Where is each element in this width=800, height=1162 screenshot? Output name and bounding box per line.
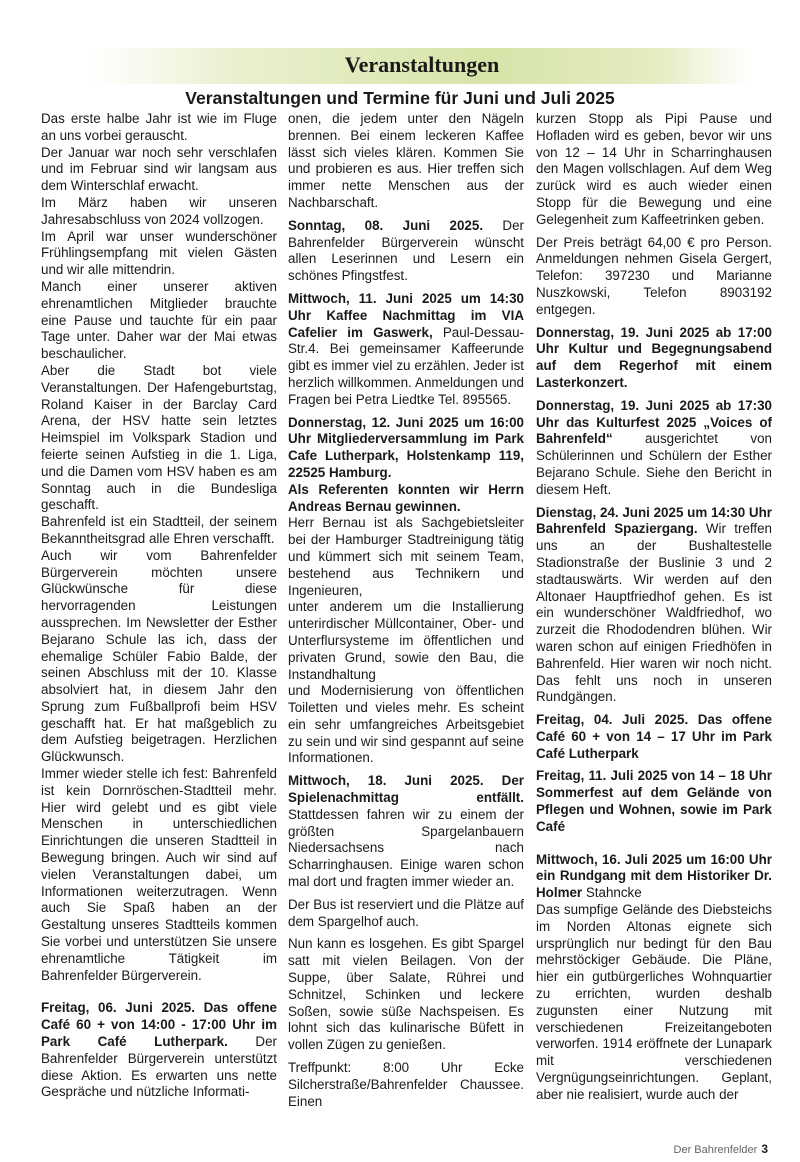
- paragraph: unter anderem um die Installierung unterirdischer Müllcontainer, Ober- und Unterflursysteme im öffentlichen und privaten Grund, sowie den Bau, die Instandhaltung: [288, 599, 524, 682]
- paragraph: Herr Bernau ist als Sachgebietsleiter bei der Hamburger Stadtreinigung tätig und kümmert sich mit seinem Team, bestehend aus Technikern und Ingenieuren,: [288, 515, 524, 598]
- event-entry: Mittwoch, 18. Juni 2025. Der Spielenachmittag entfällt. Stattdessen fahren wir zu einem der größten Spargelanbauern Niedersachsens nach Scharringhausen. Einige waren schon mal dort und fragten immer wieder an.: [288, 773, 524, 890]
- paragraph: Das erste halbe Jahr ist wie im Fluge an uns vorbei gerauscht.: [41, 111, 277, 143]
- paragraph: Im April war unser wunderschöner Frühlingsempfang mit vielen Gästen und wir alle mittendrin.: [41, 228, 277, 278]
- page-number: 3: [761, 1142, 768, 1156]
- paragraph: Auch wir vom Bahrenfelder Bürgerverein möchten unsere Glückwünsche für diese hervorragenden Leistungen aussprechen. Im Newsletter der Esther Bejarano Schule las ich, dass der ehemalige Schüler Fabio Balde, der seinen Abschluss mit der 10. Klasse absolviert hat, in diesem Jahr den Sprung zum Fußballprofi beim HSV geschafft hat. Er hat maßgeblich zu dem Aufstieg beigetragen. Herzlichen Glückwunsch.: [41, 547, 277, 765]
- paragraph: Der Preis beträgt 64,00 € pro Person. Anmeldungen nehmen Gisela Gergert, Telefon: 397230 und Marianne Nuszkowski, Telefon 8903192 entgegen.: [536, 234, 772, 317]
- paragraph: kurzen Stopp als Pipi Pause und Hofladen wird es geben, bevor wir uns von 12 – 14 Uhr in Scharringhausen den Magen vollschlagen. Auf dem Weg zurück wird es auch wieder einen Stopp für die Bewegung und eine Gelegenheit zum Kaffeetrinken geben.: [536, 111, 772, 227]
- paragraph: Aber die Stadt bot viele Veranstaltungen. Der Hafengeburtstag, Roland Kaiser in der Barclay Card Arena, der HSV hatte sein letztes Heimspiel im Volkspark Stadion und feierte seinen Aufstieg in die 1. Liga, und die Damen vom HSV haben es am Sonntag auch in die Bundesliga geschafft.: [41, 362, 277, 513]
- paragraph: Manch einer unserer aktiven ehrenamtlichen Mitglieder brauchte eine Pause und tauchte für ein paar Tage unter. Daher war der Mai etwas beschaulicher.: [41, 278, 277, 362]
- event-entry: Als Referenten konnten wir Herrn Andreas Bernau gewinnen.: [288, 481, 524, 514]
- event-entry: Donnerstag, 19. Juni 2025 ab 17:30 Uhr das Kulturfest 2025 „Voices of Bahrenfeld“ ausgerichtet von Schülerinnen und Schülern der Esther Bejarano Schule. Siehe den Bericht in diesem Heft.: [536, 397, 772, 497]
- paragraph: Treffpunkt: 8:00 Uhr Ecke Silcherstraße/Bahrenfelder Chaussee. Einen: [288, 1060, 524, 1109]
- page-footer: [674, 1142, 768, 1156]
- event-entry: Donnerstag, 12. Juni 2025 um 16:00 Uhr Mitgliederversammlung im Park Cafe Lutherpark, Holstenkamp 119, 22525 Hamburg.: [288, 414, 524, 480]
- publication-name: Der Bahrenfelder: [673, 1144, 758, 1156]
- paragraph: Im März haben wir unseren Jahresabschluss von 2024 vollzogen.: [41, 194, 277, 227]
- paragraph: Bahrenfeld ist ein Stadtteil, der seinem Bekanntheitsgrad alle Ehren verschafft.: [41, 514, 277, 546]
- event-entry: Mittwoch, 16. Juli 2025 um 16:00 Uhr ein Rundgang mit dem Historiker Dr. Holmer Stahncke: [536, 851, 772, 901]
- event-entry: Mittwoch, 11. Juni 2025 um 14:30 Uhr Kaffee Nachmittag im VIA Cafelier im Gaswerk, Paul-Dessau-Str.4. Bei gemeinsamer Kaffeerunde gibt es immer viel zu erzählen. Jeder ist herzlich willkommen. Anmeldungen und Fragen bei Petra Liedtke Tel. 895565.: [288, 290, 524, 407]
- event-entry: Freitag, 04. Juli 2025. Das offene Café 60 + von 14 – 17 Uhr im Park Café Lutherpark: [536, 712, 772, 761]
- section-banner: [92, 48, 752, 84]
- event-entry: Dienstag, 24. Juni 2025 um 14:30 Uhr Bahrenfeld Spaziergang. Wir treffen uns an der Bushaltestelle Stadionstraße der Buslinie 3 und 2 stadtauswärts. Wir werden auf den Altonaer Hauptfriedhof gehen. Es ist ein wunderschöner Waldfriedhof, wo zurzeit die Rhododendren blühen. Wir waren schon auf einigen Friedhöfen in Bahrenfeld. Hier waren wir noch nicht. Das fehlt uns noch in unseren Rundgängen.: [536, 504, 773, 705]
- page-headline: Veranstaltungen und Termine für Juni und Juli 2025: [185, 88, 615, 108]
- paragraph: Der Januar war noch sehr verschlafen und im Februar sind wir langsam aus dem Winterschlaf erwacht.: [41, 144, 277, 194]
- paragraph: Immer wieder stelle ich fest: Bahrenfeld ist kein Dornröschen-Stadtteil mehr. Hier wird gelebt und es gibt viele Menschen in unterschiedlichen Einrichtungen die unseren Stadtteil in Bewegung bringen. Auch wir sind auf vielen Veranstaltungen dabei, um Informationen weiterzutragen. Wenn auch Sie Spaß haben an der Gestaltung unseres Stadtteils kommen Sie vorbei und unterstützen Sie unsere ehrenamtliche Tätigkeit im Bahrenfelder Bürgerverein.: [41, 766, 277, 983]
- paragraph: Das sumpfige Gelände des Diebsteichs im Norden Altonas eignete sich ursprünglich nur bedingt für den Bau mehrstöckiger Gebäude. Die Pläne, hier ein gutbürgerliches Wohnquartier zu errichten, wurden deshalb zugunsten einer Nutzung mit verschiedenen Freizeitangeboten verworfen. 1914 eröffnete der Lunapark mit verschiedenen Vergnügungseinrichtungen. Geplant, aber nie realisiert, wurde auch der: [536, 902, 772, 1102]
- paragraph: und Modernisierung von öffentlichen Toiletten und vieles mehr. Es scheint ein sehr umfangreiches Arbeitsgebiet zu sein und wir sind gespannt auf seine Informationen.: [288, 683, 524, 766]
- paragraph: Nun kann es losgehen. Es gibt Spargel satt mit vielen Beilagen. Von der Suppe, über Salate, Rührei und Schnitzel, Schinken und leckere Soßen, sowie süße Nachspeisen. Es lohnt sich das kulinarische Büfett in vollen Zügen zu genießen.: [288, 936, 524, 1053]
- paragraph: onen, die jedem unter den Nägeln brennen. Bei einem leckeren Kaffee lässt sich vieles klären. Kommen Sie und probieren es aus. Hier treffen sich immer nette Menschen aus der Nachbarschaft.: [288, 111, 524, 210]
- event-entry: Freitag, 11. Juli 2025 von 14 – 18 Uhr Sommerfest auf dem Gelände von Pflegen und Wohnen, sowie im Park Café: [536, 768, 772, 834]
- section-title: Veranstaltungen: [344, 52, 500, 77]
- paragraph: Der Bus ist reserviert und die Plätze auf dem Spargelhof auch.: [288, 896, 524, 929]
- text-column-3: [536, 111, 772, 1104]
- text-column-2: [288, 111, 524, 1110]
- event-entry: Sonntag, 08. Juni 2025. Der Bahrenfelder Bürgerverein wünscht allen Leserinnen und Lesern ein schönes Pfingstfest.: [288, 217, 524, 284]
- text-column-1: [41, 111, 277, 1101]
- event-entry: Freitag, 06. Juni 2025. Das offene Café 60 + von 14:00 - 17:00 Uhr im Park Café Lutherpark. Der Bahrenfelder Bürgerverein unterstützt diese Aktion. Es erwarten uns nette Gespräche und nützliche Informati-: [41, 1000, 277, 1100]
- event-entry: Donnerstag, 19. Juni 2025 ab 17:00 Uhr Kultur und Begegnungsabend auf dem Regerhof mit einem Lasterkonzert.: [536, 324, 772, 390]
